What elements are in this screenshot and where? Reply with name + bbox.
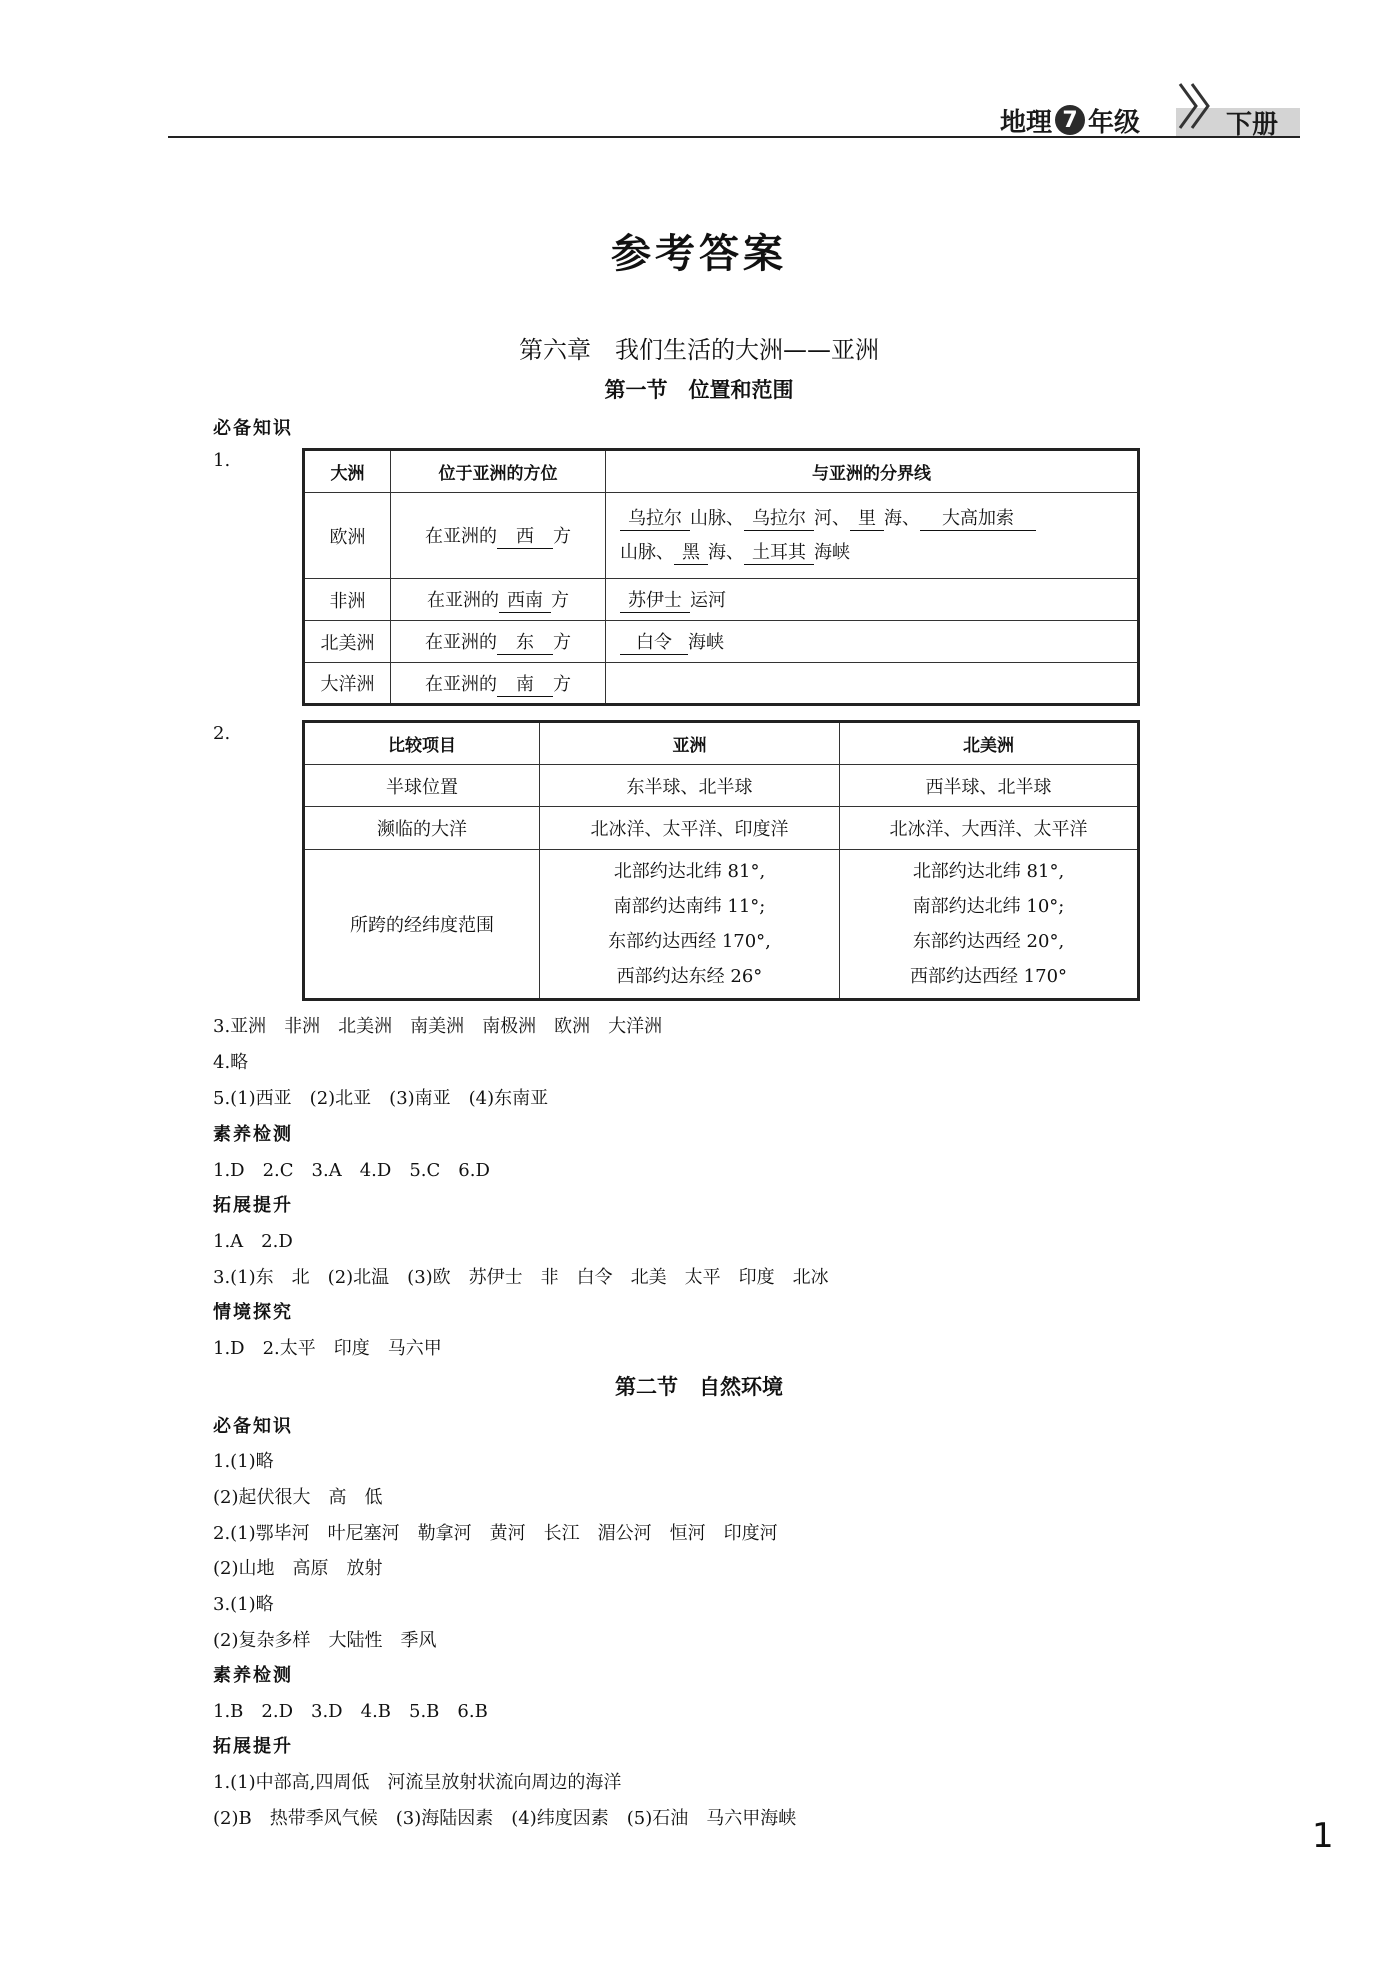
table-cell: 在亚洲的 东 方 (391, 621, 606, 663)
answer-blank: 大高加索 (920, 508, 1036, 531)
table-cell: 欧洲 (304, 493, 391, 579)
answer-blank: 东 (497, 632, 553, 655)
table-row (304, 807, 1139, 850)
answer-tuozhan-1b: 3.(1)东 北 (2)北温 (3)欧 苏伊士 非 白令 北美 太平 印度 北冰 (213, 1267, 829, 1288)
answer-blank: 乌拉尔 (620, 508, 690, 531)
section-1-title: 第一节 位置和范围 (604, 378, 794, 402)
table-cell: 白令 海峡 (606, 621, 1139, 663)
label-bibei-2: 必备知识 (213, 1416, 293, 1437)
label-bibei-1: 必备知识 (213, 418, 293, 439)
double-chevron-icon (1178, 78, 1214, 134)
answer-blank: 土耳其 (744, 542, 814, 565)
table-cell: 北美洲 (304, 621, 391, 663)
table-asia-vs-north-america (302, 720, 1140, 1001)
table-row (304, 621, 1139, 663)
table-cell: 非洲 (304, 579, 391, 621)
page-title: 参考答案 (611, 230, 787, 277)
answer-blank: 西南 (499, 590, 551, 613)
answer-qingjing: 1.D 2.太平 印度 马六甲 (213, 1338, 442, 1359)
label-suyang-1: 素养检测 (213, 1124, 293, 1145)
table1-header-boundary: 与亚洲的分界线 (606, 450, 1139, 493)
header-volume: 下册 (1226, 110, 1279, 140)
table-cell: 东半球、北半球 (540, 765, 840, 807)
answer-line: (2)起伏很大 高 低 (213, 1487, 383, 1508)
answer-blank: 西 (497, 526, 553, 549)
answer-line: 2.(1)鄂毕河 叶尼塞河 勒拿河 黄河 长江 湄公河 恒河 印度河 (213, 1523, 778, 1544)
grade-number-badge: 7 (1055, 105, 1085, 135)
table-cell: 在亚洲的 南 方 (391, 663, 606, 705)
table-row (304, 450, 1139, 493)
table-cell: 在亚洲的 西南 方 (391, 579, 606, 621)
answer-suyang-2: 1.B 2.D 3.D 4.B 5.B 6.B (213, 1701, 488, 1722)
answer-suyang-1: 1.D 2.C 3.A 4.D 5.C 6.D (213, 1160, 490, 1181)
answer-blank: 乌拉尔 (744, 508, 814, 531)
answer-line: (2)复杂多样 大陆性 季风 (213, 1630, 437, 1651)
table-cell: 北冰洋、大西洋、太平洋 (840, 807, 1139, 850)
answer-blank: 苏伊士 (620, 590, 690, 613)
label-suyang-2: 素养检测 (213, 1665, 293, 1686)
answer-blank: 里 (850, 508, 884, 531)
table2-header-north-america: 北美洲 (840, 722, 1139, 765)
table-cell: 大洋洲 (304, 663, 391, 705)
header-subject: 地理 (1000, 107, 1053, 138)
table2-header-asia: 亚洲 (540, 722, 840, 765)
table-cell: 西半球、北半球 (840, 765, 1139, 807)
table-cell: 半球位置 (304, 765, 540, 807)
answer-line: 1.(1)略 (213, 1451, 274, 1472)
table-cell: 乌拉尔 山脉、 乌拉尔 河、 里 海、 大高加索 山脉、 黑 海、 土耳其 海峡 (606, 493, 1139, 579)
table-cell (606, 663, 1139, 705)
label-qingjing: 情境探究 (213, 1302, 293, 1323)
answer-blank: 黑 (674, 542, 708, 565)
page-number: 1 (1312, 1816, 1334, 1856)
table-cell: 在亚洲的 西 方 (391, 493, 606, 579)
answer-tuozhan-1a: 1.A 2.D (213, 1231, 293, 1252)
answer-line: 3.(1)略 (213, 1594, 274, 1615)
answer-q4: 4.略 (213, 1052, 249, 1073)
table-row (304, 579, 1139, 621)
table-row (304, 493, 1139, 579)
answer-tuozhan-2b: (2)B 热带季风气候 (3)海陆因素 (4)纬度因素 (5)石油 马六甲海峡 (213, 1808, 797, 1829)
header-grade-label: 年级 (1088, 107, 1141, 138)
answer-q5: 5.(1)西亚 (2)北亚 (3)南亚 (4)东南亚 (213, 1088, 549, 1109)
table-cell: 北部约达北纬 81°, 南部约达南纬 11°; 东部约达西经 170°, 西部约达东经 26° (540, 850, 840, 1000)
table-row (304, 663, 1139, 705)
table-cell: 濒临的大洋 (304, 807, 540, 850)
q1-number: 1. (213, 450, 231, 471)
section-2-title: 第二节 自然环境 (615, 1375, 783, 1399)
table-cell: 苏伊士 运河 (606, 579, 1139, 621)
table-continent-boundaries (302, 448, 1140, 706)
table1-header-direction: 位于亚洲的方位 (391, 450, 606, 493)
answer-blank: 白令 (620, 632, 688, 655)
q2-number: 2. (213, 723, 231, 744)
header-subject-grade (1000, 104, 1140, 136)
answer-tuozhan-2a: 1.(1)中部高,四周低 河流呈放射状流向周边的海洋 (213, 1772, 622, 1793)
chapter-title: 第六章 我们生活的大洲——亚洲 (519, 336, 879, 364)
table-row (304, 850, 1139, 1000)
answer-blank: 南 (497, 674, 553, 697)
table-row (304, 722, 1139, 765)
table-cell: 北部约达北纬 81°, 南部约达北纬 10°; 东部约达西经 20°, 西部约达西经 170° (840, 850, 1139, 1000)
table1-header-continent: 大洲 (304, 450, 391, 493)
table2-header-item: 比较项目 (304, 722, 540, 765)
answer-line: (2)山地 高原 放射 (213, 1558, 383, 1579)
answer-q3: 3.亚洲 非洲 北美洲 南美洲 南极洲 欧洲 大洋洲 (213, 1016, 663, 1037)
label-tuozhan-2: 拓展提升 (213, 1736, 293, 1757)
table-row (304, 765, 1139, 807)
label-tuozhan-1: 拓展提升 (213, 1195, 293, 1216)
table-cell: 所跨的经纬度范围 (304, 850, 540, 1000)
table-cell: 北冰洋、太平洋、印度洋 (540, 807, 840, 850)
